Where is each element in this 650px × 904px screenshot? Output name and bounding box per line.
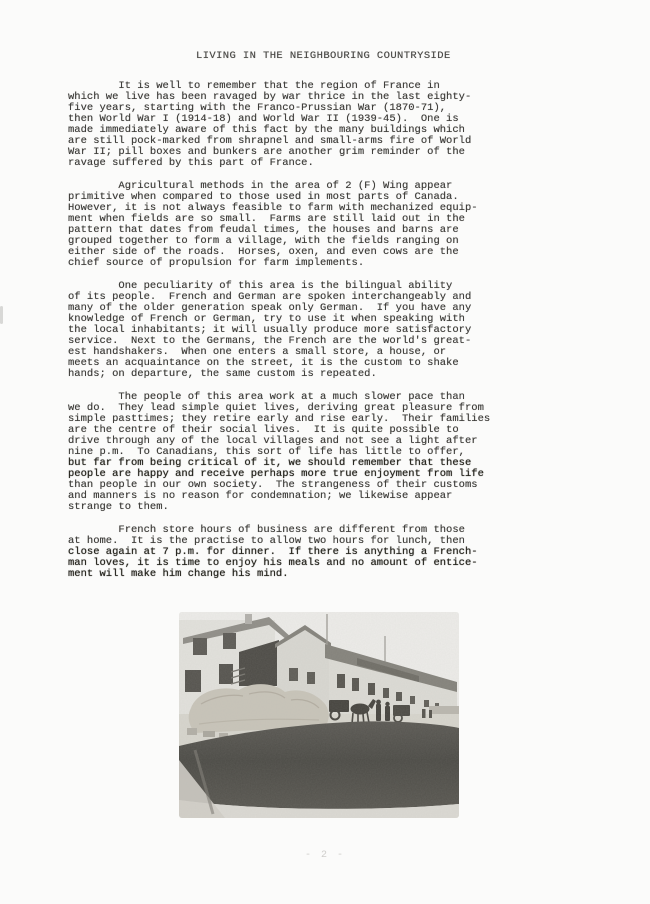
text-line: then World War I (1914-18) and World War II (1939-45). One is bbox=[68, 113, 459, 125]
village-photo-graphic bbox=[179, 612, 459, 818]
text-line: primitive when compared to those used in most parts of Canada. bbox=[68, 191, 459, 203]
text-line: than people in our own society. The strangeness of their customs bbox=[68, 479, 478, 491]
text-line: The people of this area work at a much slower pace than bbox=[68, 391, 465, 403]
text-line: which we live has been ravaged by war thrice in the last eighty- bbox=[68, 91, 472, 103]
scan-artifact bbox=[0, 306, 3, 324]
paragraph bbox=[68, 525, 588, 580]
text-line: people are happy and receive perhaps more true enjoyment from life bbox=[68, 468, 484, 480]
paragraph bbox=[68, 392, 588, 513]
text-line: of its people. French and German are spoken interchangeably and bbox=[68, 291, 472, 303]
text-line: ravage suffered by this part of France. bbox=[68, 157, 314, 169]
text-line: either side of the roads. Horses, oxen, and even cows are the bbox=[68, 246, 459, 258]
text-line: ment when fields are so small. Farms are still laid out in the bbox=[68, 213, 465, 225]
text-line: It is well to remember that the region of France in bbox=[68, 80, 440, 92]
text-line: meets an acquaintance on the street, it is the custom to shake bbox=[68, 357, 459, 369]
text-line: strange to them. bbox=[68, 501, 169, 513]
text-line: made immediately aware of this fact by the many buildings which bbox=[68, 124, 465, 136]
text-line: at home. It is the practise to allow two hours for lunch, then bbox=[68, 535, 465, 547]
text-line: However, it is not always feasible to farm with mechanized equip- bbox=[68, 202, 478, 214]
text-line: drive through any of the local villages and not see a light after bbox=[68, 435, 478, 447]
text-line: ment will make him change his mind. bbox=[68, 568, 289, 580]
page-number: - 2 - bbox=[304, 850, 345, 861]
text-line: and manners is no reason for condemnation; we likewise appear bbox=[68, 490, 453, 502]
text-line: are still pock-marked from shrapnel and small-arms fire of World bbox=[68, 135, 472, 147]
text-line: chief source of propulsion for farm implements. bbox=[68, 257, 365, 269]
body-text bbox=[68, 81, 588, 592]
text-line: service. Next to the Germans, the French are the world's great- bbox=[68, 335, 472, 347]
text-line: but far from being critical of it, we should remember that these bbox=[68, 457, 472, 469]
page-title: LIVING IN THE NEIGHBOURING COUNTRYSIDE bbox=[196, 50, 451, 62]
text-line: grouped together to form a village, with the fields ranging on bbox=[68, 235, 459, 247]
text-line: est handshakers. When one enters a small store, a house, or bbox=[68, 346, 447, 358]
text-line: close again at 7 p.m. for dinner. If there is anything a French- bbox=[68, 546, 478, 558]
text-line: man loves, it is time to enjoy his meals and no amount of entice- bbox=[68, 557, 478, 569]
text-line: we do. They lead simple quiet lives, deriving great pleasure from bbox=[68, 402, 484, 414]
text-line: pattern that dates from feudal times, the houses and barns are bbox=[68, 224, 459, 236]
village-photo bbox=[179, 612, 459, 818]
text-line: Agricultural methods in the area of 2 (F) Wing appear bbox=[68, 180, 453, 192]
text-line: the local inhabitants; it will usually produce more satisfactory bbox=[68, 324, 472, 336]
text-line: knowledge of French or German, try to use it when speaking with bbox=[68, 313, 465, 325]
paragraph bbox=[68, 181, 588, 269]
text-line: One peculiarity of this area is the bilingual ability bbox=[68, 280, 453, 292]
text-line: nine p.m. To Canadians, this sort of life has little to offer, bbox=[68, 446, 465, 458]
paragraph bbox=[68, 81, 588, 169]
text-line: simple pasttimes; they retire early and rise early. Their families bbox=[68, 413, 491, 425]
text-line: hands; on departure, the same custom is repeated. bbox=[68, 368, 377, 380]
text-line: many of the older generation speak only German. If you have any bbox=[68, 302, 472, 314]
text-line: five years, starting with the Franco-Prussian War (1870-71), bbox=[68, 102, 447, 114]
paragraph bbox=[68, 281, 588, 380]
text-line: War II; pill boxes and bunkers are another grim reminder of the bbox=[68, 146, 465, 158]
photo-grain bbox=[179, 612, 459, 818]
text-line: French store hours of business are different from those bbox=[68, 524, 465, 536]
text-line: are the centre of their social lives. It is quite possible to bbox=[68, 424, 459, 436]
